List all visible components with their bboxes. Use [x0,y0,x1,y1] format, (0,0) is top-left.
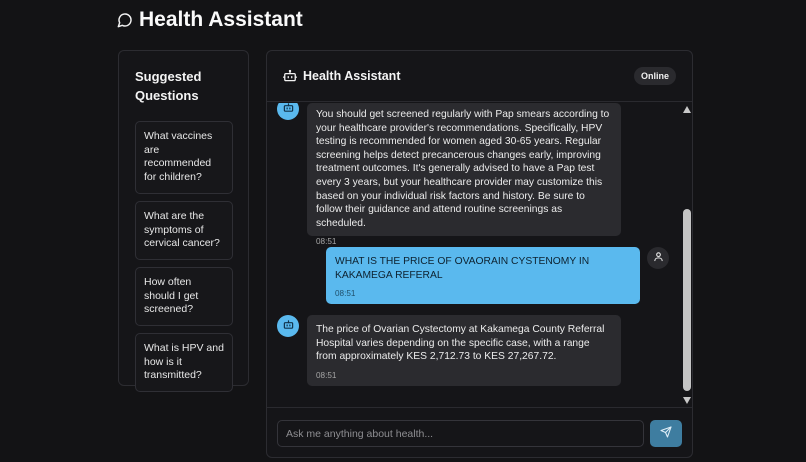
user-icon [653,249,664,267]
message-text: WHAT IS THE PRICE OF OVAORAIN CYSTENOMY IN KAKAMEGA REFERAL [335,256,590,281]
scroll-up-arrow[interactable] [683,106,691,113]
chat-title: Health Assistant [303,69,401,83]
message-time: 08:51 [316,370,337,380]
message-time: 08:51 [316,237,337,247]
assistant-message [307,103,621,247]
page-title: Health Assistant [139,8,303,31]
bot-icon [283,69,297,83]
scroll-thumb[interactable] [683,209,691,391]
status-badge: Online [634,67,676,85]
suggested-question-hpv[interactable]: What is HPV and how is it transmitted? [135,333,233,392]
chat-input-bar [267,407,692,458]
chat-input[interactable] [277,420,644,447]
chat-panel [266,50,693,458]
message-text: You should get screened regularly with Pap smears according to your healthcare provider's recommendations. Specifically, HPV testing is recommended for women aged 30-65 years. Regular screening helps detect precancerous changes early, improving treatment outcomes. It's generally advised to have a Pap test every 3 years, but your healthcare provider may customize this based on your individual risk factors and history. Be sure to follow their guidance and attend routine screenings as scheduled. [316,109,610,229]
message-list[interactable] [267,103,683,406]
send-icon [660,426,672,441]
suggested-questions-heading: Suggested Questions [135,69,202,103]
bot-icon [283,317,294,335]
message-scrollbar[interactable] [682,103,693,407]
suggested-questions-panel [118,50,249,386]
chat-bubble-icon [117,12,133,28]
send-button[interactable] [650,420,682,447]
assistant-message [307,315,621,386]
chat-header [267,51,692,102]
suggested-question-cervical-cancer[interactable]: What are the symptoms of cervical cancer? [135,201,233,260]
suggested-question-vaccines[interactable]: What vaccines are recommended for children? [135,121,233,194]
message-text: The price of Ovarian Cystectomy at Kakamega County Referral Hospital varies depending on the specific case, with a range from approximately KES 2,712.73 to KES 27,267.72. [316,324,605,363]
message-time: 08:51 [335,289,356,299]
assistant-avatar [277,315,299,337]
bot-icon [283,103,294,118]
suggested-question-screening[interactable]: How often should I get screened? [135,267,233,326]
assistant-avatar [277,103,299,120]
user-message [326,247,640,304]
user-avatar [647,247,669,269]
app-header [117,8,303,32]
scroll-down-arrow[interactable] [683,397,691,404]
